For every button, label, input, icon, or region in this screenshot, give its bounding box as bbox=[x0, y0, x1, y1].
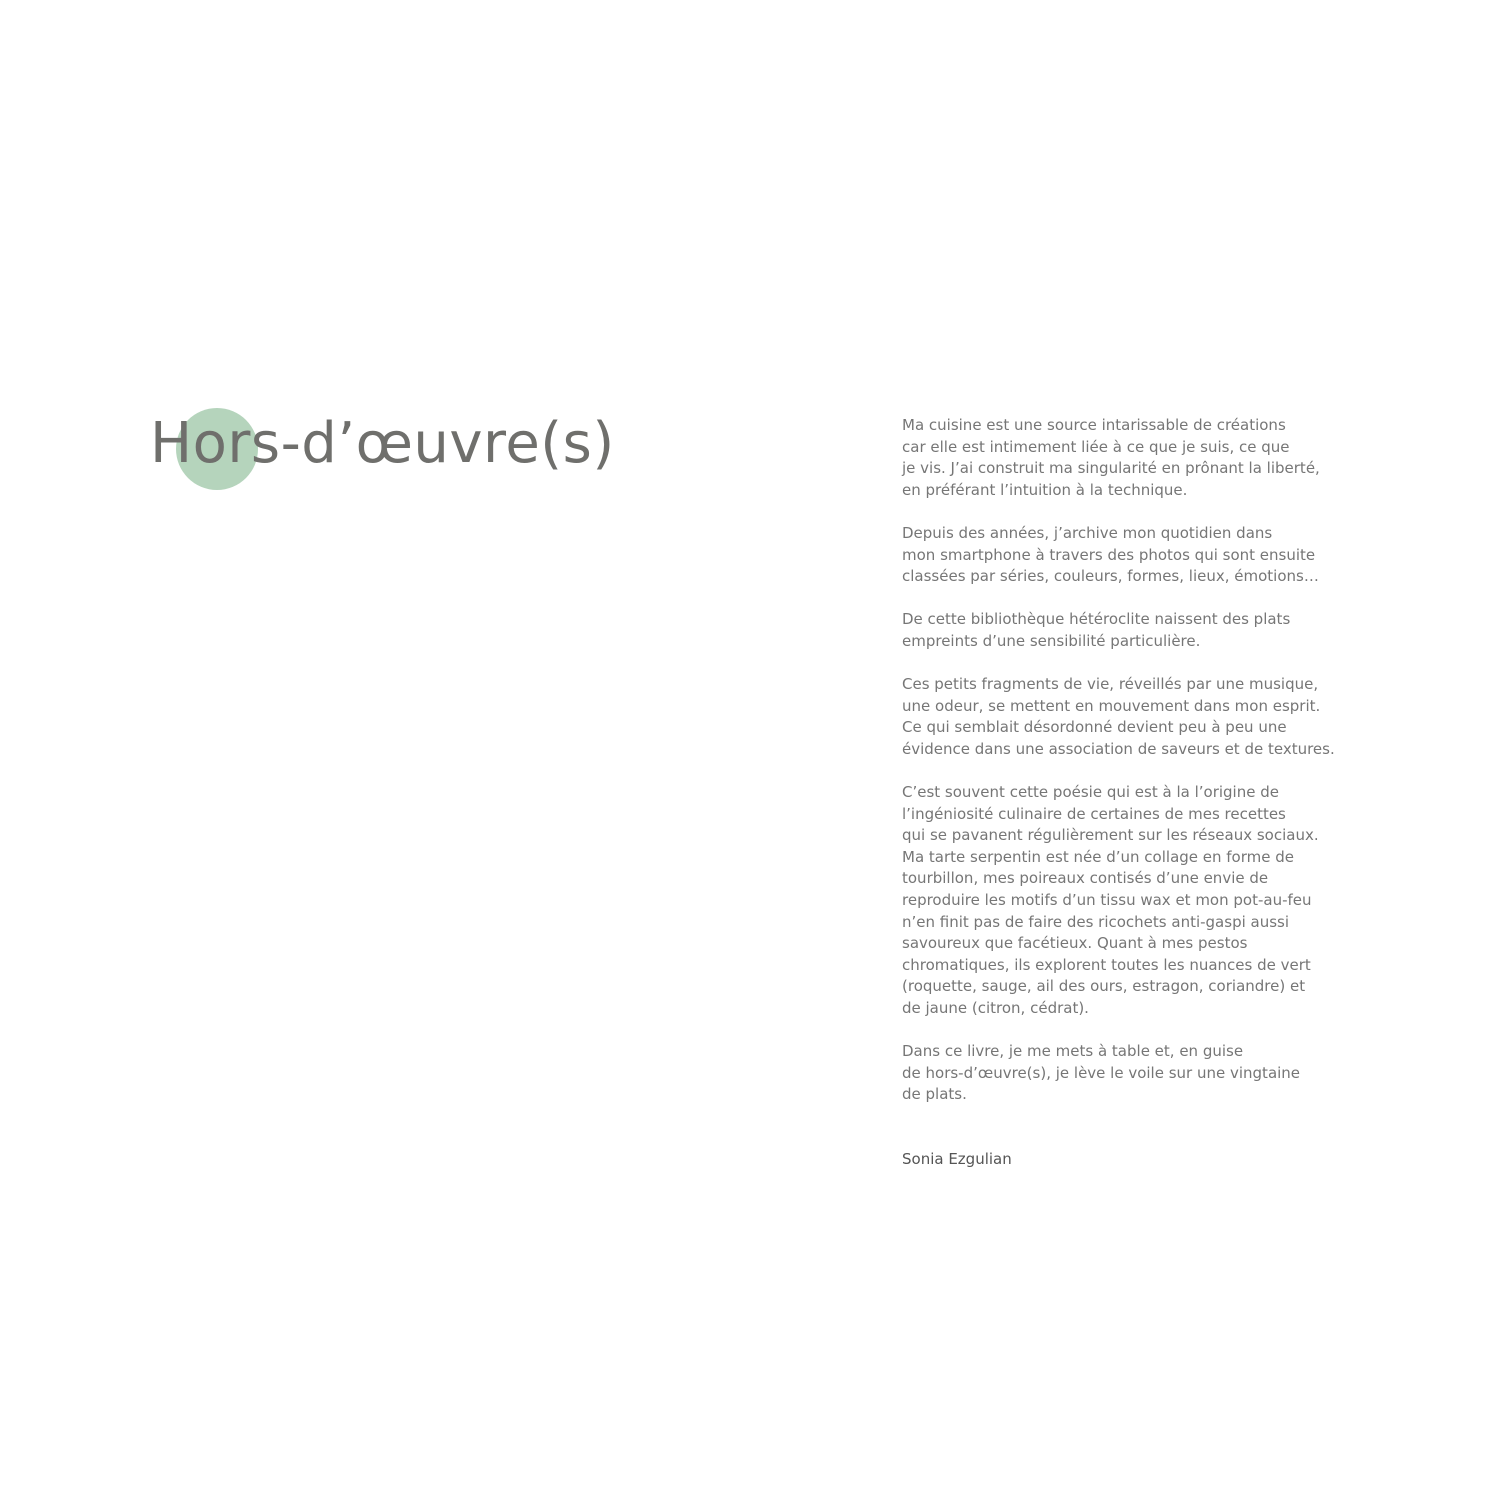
text-line: qui se pavanent régulièrement sur les réseaux sociaux. bbox=[902, 826, 1319, 845]
text-line: de plats. bbox=[902, 1085, 967, 1104]
text-line: Ce qui semblait désordonné devient peu à peu une bbox=[902, 718, 1287, 737]
text-line: Depuis des années, j’archive mon quotidien dans bbox=[902, 523, 1273, 542]
text-line: Dans ce livre, je me mets à table et, en guise bbox=[902, 1042, 1244, 1061]
paragraph bbox=[902, 523, 1372, 588]
text-line: car elle est intimement liée à ce que je suis, ce que bbox=[902, 437, 1290, 456]
text-line: classées par séries, couleurs, formes, lieux, émotions… bbox=[902, 567, 1319, 586]
text-line: de hors-d’œuvre(s), je lève le voile sur une vingtaine bbox=[902, 1063, 1301, 1082]
text-line: savoureux que facétieux. Quant à mes pestos bbox=[902, 934, 1248, 953]
page-title: Hors-d’œuvre(s) bbox=[150, 411, 615, 476]
text-line: mon smartphone à travers des photos qui sont ensuite bbox=[902, 545, 1316, 564]
paragraph bbox=[902, 1041, 1372, 1106]
text-line: de jaune (citron, cédrat). bbox=[902, 999, 1089, 1018]
paragraph bbox=[902, 415, 1372, 501]
text-line: empreints d’une sensibilité particulière. bbox=[902, 631, 1201, 650]
text-line: tourbillon, mes poireaux contisés d’une envie de bbox=[902, 869, 1269, 888]
paragraph bbox=[902, 674, 1372, 760]
text-line: l’ingéniosité culinaire de certaines de mes recettes bbox=[902, 804, 1286, 823]
intro-text bbox=[902, 415, 1372, 1171]
text-line: De cette bibliothèque hétéroclite naissent des plats bbox=[902, 610, 1291, 629]
text-line: chromatiques, ils explorent toutes les nuances de vert bbox=[902, 955, 1311, 974]
text-line: en préférant l’intuition à la technique. bbox=[902, 480, 1188, 499]
paragraph bbox=[902, 609, 1372, 652]
text-line: C’est souvent cette poésie qui est à la l’origine de bbox=[902, 783, 1279, 802]
text-line: reproduire les motifs d’un tissu wax et mon pot-au-feu bbox=[902, 891, 1312, 910]
text-line: n’en finit pas de faire des ricochets anti-gaspi aussi bbox=[902, 912, 1290, 931]
text-line: Ces petits fragments de vie, réveillés par une musique, bbox=[902, 675, 1319, 694]
text-line: Ma cuisine est une source intarissable de créations bbox=[902, 416, 1286, 434]
paragraph bbox=[902, 782, 1372, 1020]
title-block bbox=[150, 404, 670, 494]
text-line: une odeur, se mettent en mouvement dans mon esprit. bbox=[902, 696, 1321, 715]
text-line: je vis. J’ai construit ma singularité en prônant la liberté, bbox=[902, 459, 1320, 478]
text-line: Ma tarte serpentin est née d’un collage en forme de bbox=[902, 847, 1294, 866]
author-signature: Sonia Ezgulian bbox=[902, 1150, 1012, 1168]
text-line: évidence dans une association de saveurs et de textures. bbox=[902, 739, 1335, 758]
paragraph-list bbox=[902, 415, 1372, 1106]
text-line: (roquette, sauge, ail des ours, estragon, coriandre) et bbox=[902, 977, 1306, 996]
